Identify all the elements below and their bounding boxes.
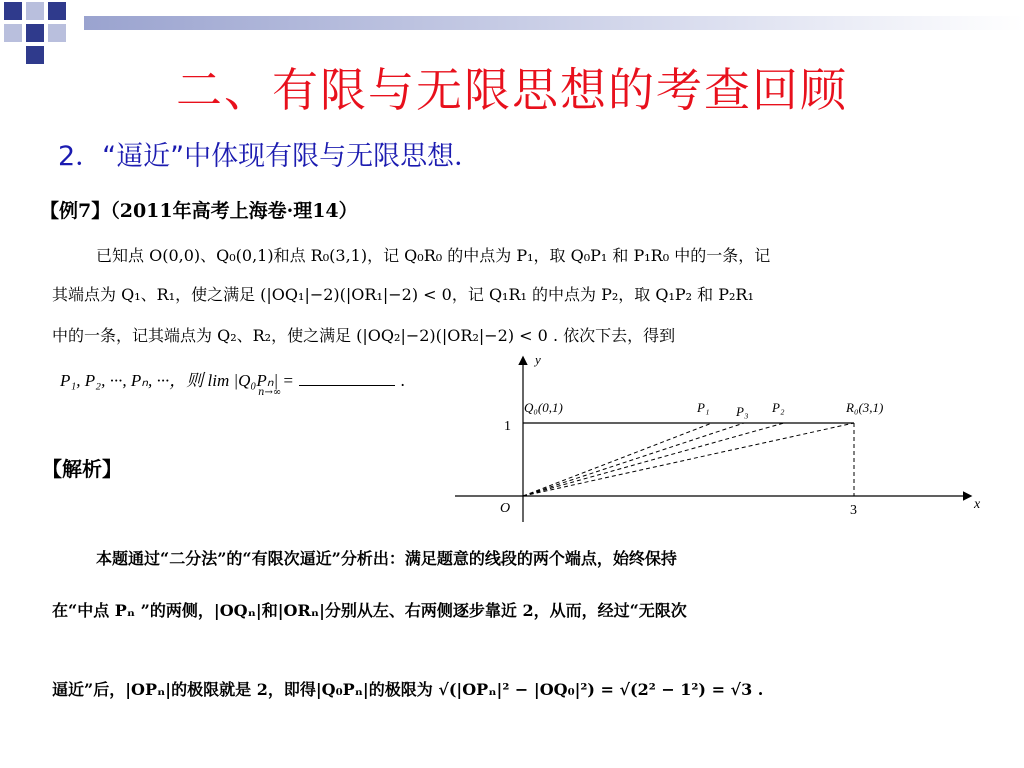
decor-square bbox=[4, 2, 22, 20]
ray-o-r0 bbox=[523, 423, 854, 496]
title-gradient-bar bbox=[84, 16, 1024, 30]
analysis-line-1: 本题通过“二分法”的“有限次逼近”分析出：满足题意的线段的两个端点，始终保持 bbox=[96, 549, 677, 568]
problem-line-2: 其端点为 Q₁、R₁，使之满足 (|OQ₁|−2)(|OR₁|−2) < 0，记 Q₁R₁ 的中点为 P₂，取 Q₁P₂ 和 P₂R₁ bbox=[52, 285, 754, 304]
decor-square bbox=[48, 24, 66, 42]
p2-label: P₂ bbox=[772, 400, 785, 415]
decor-square bbox=[26, 24, 44, 42]
p1-label: P₁ bbox=[697, 400, 710, 415]
analysis-line-2: 在“中点 Pₙ ”的两侧，|OQₙ|和|ORₙ|分别从左、右两侧逐步靠近 2，从而，经过“无限次 bbox=[52, 601, 687, 620]
decor-square bbox=[4, 24, 22, 42]
coordinate-figure bbox=[450, 350, 990, 530]
p3-label: P₃ bbox=[736, 404, 749, 419]
y-tick-label: 1 bbox=[504, 419, 511, 434]
analysis-heading: 【解析】 bbox=[42, 457, 122, 481]
decor-square bbox=[48, 2, 66, 20]
problem-line-4 bbox=[60, 366, 405, 391]
sequence-text: P₁, P₂, ···, Pₙ, ···，则 lim |Q₀Pₙ| = bbox=[60, 371, 294, 390]
analysis-line-3: 逼近”后，|OPₙ|的极限就是 2，即得|Q₀Pₙ|的极限为 √(|OPₙ|² − |OQ₀|²) = √(2² − 1²) = √3 . bbox=[52, 680, 764, 699]
ray-o-p3 bbox=[523, 423, 744, 496]
decor-square bbox=[26, 2, 44, 20]
ray-o-p2 bbox=[523, 423, 784, 496]
slide-title: 二、有限与无限思想的考查回顾 bbox=[176, 63, 848, 117]
answer-blank bbox=[299, 371, 395, 386]
x-tick-label: 3 bbox=[850, 503, 857, 518]
slide-subtitle: 2．“逼近”中体现有限与无限思想． bbox=[58, 141, 482, 172]
problem-line-1: 已知点 O(0,0)、Q₀(0,1)和点 R₀(3,1)，记 Q₀R₀ 的中点为 P₁，取 Q₀P₁ 和 P₁R₀ 中的一条，记 bbox=[96, 246, 771, 265]
problem-line-3: 中的一条，记其端点为 Q₂、R₂，使之满足 (|OQ₂|−2)(|OR₂|−2) < 0 . 依次下去，得到 bbox=[52, 326, 676, 345]
x-axis-label: x bbox=[974, 497, 981, 512]
ray-o-p1 bbox=[523, 423, 712, 496]
origin-label: O bbox=[500, 501, 511, 516]
line-end: . bbox=[400, 371, 406, 390]
q0-label: Q₀(0,1) bbox=[524, 400, 563, 415]
r0-label: R₀(3,1) bbox=[846, 400, 884, 415]
limit-subscript: n→∞ bbox=[258, 387, 282, 398]
example-label: 【例7】（2011年高考上海卷·理14） bbox=[40, 200, 358, 222]
y-axis-label: y bbox=[535, 352, 541, 367]
